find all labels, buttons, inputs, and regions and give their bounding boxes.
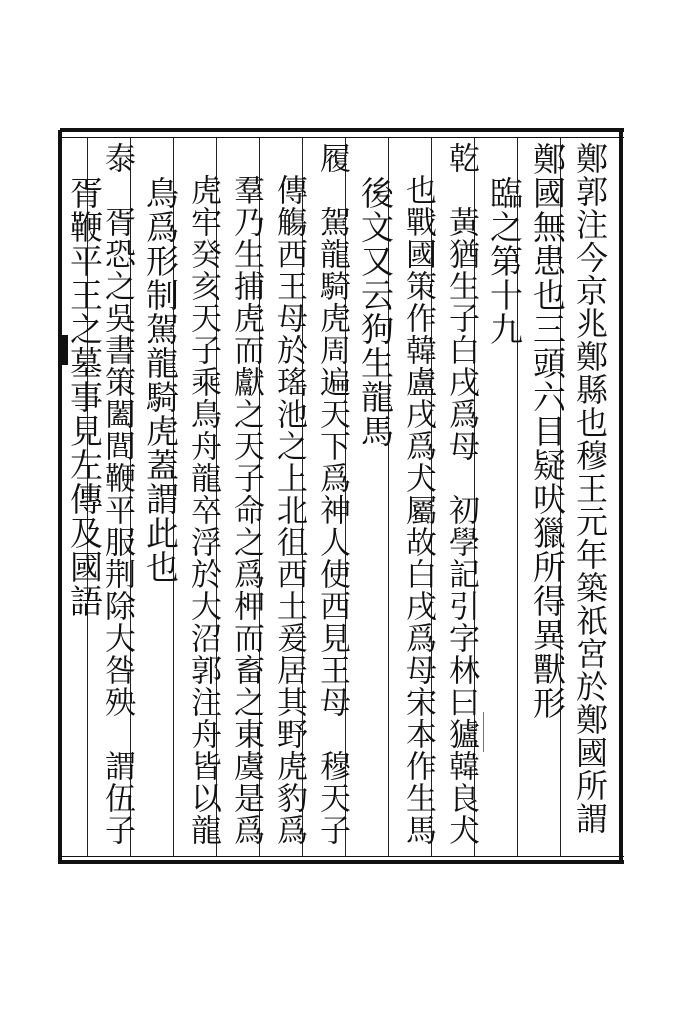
text-column-1: 鄭郭注今京兆鄭縣也穆王元年築祇宮於鄭國所謂 [571,142,609,835]
text-column-6: 後文又云狗生龍馬 [356,142,395,448]
text-column-3: 臨之第十九 [485,142,524,346]
left-border-rule [58,130,62,864]
text-column-13: 胥鞭平王之墓事見左傳及國語 [65,142,104,618]
text-column-5: 也戰國策作韓盧戌爲犬屬故白戌爲母宋本作生馬 [400,142,436,846]
margin-mark [483,712,484,752]
top-border-rule [60,128,624,138]
text-column-10: 虎牢癸亥天子乘鳥舟龍卒浮於大沼郭注舟皆以龍 [185,142,221,846]
text-column-12: 泰 胥恐之吳書策闔閭鞭平服荆除大咎殃 謂伍子 [99,142,135,846]
bottom-border-rule [60,856,624,864]
text-column-2: 鄭國無患也三頭六目疑吠獵所得異獸形 [528,142,567,720]
text-column-9: 羣乃生捕虎而獻之天子命之爲柙而畜之東虞是爲 [228,142,264,846]
text-column-4: 乾 黃猶生子白戌爲母 初學記引字林曰獹韓良犬 [443,142,479,846]
text-column-7: 履 駕龍騎虎周遍天下爲神人使西見王母 穆天子 [314,142,350,846]
right-border-rule [619,130,623,864]
text-column-11: 鳥爲形制駕龍騎虎蓋謂此也 [141,142,180,584]
text-column-8: 傳觴西王母於瑤池之上北徂西土爰居其野虎豹爲 [271,142,307,846]
